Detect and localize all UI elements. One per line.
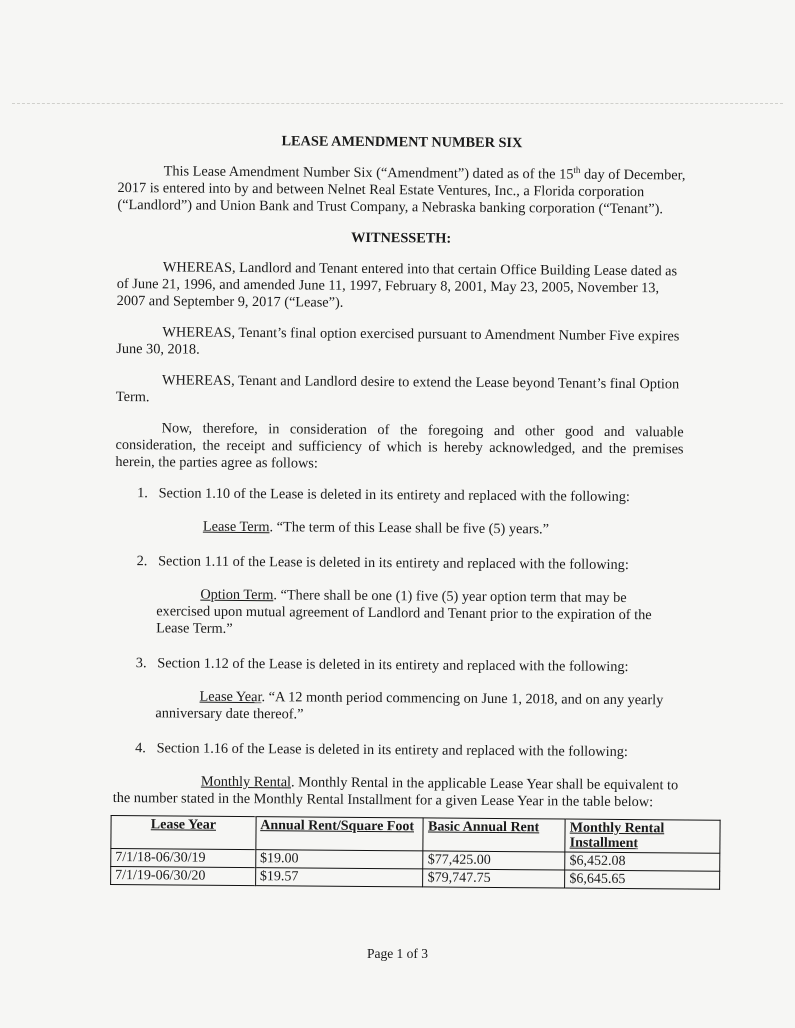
item-4-replacement bbox=[113, 773, 681, 811]
whereas-paragraph-3: WHEREAS, Tenant and Landlord desire to extend the Lease beyond Tenant’s final Option Term. bbox=[115, 372, 680, 406]
item-text: Section 1.12 of the Lease is deleted in its entirety and replaced with the following: bbox=[157, 655, 629, 676]
item-number: 4. bbox=[135, 740, 146, 757]
intro-paragraph bbox=[117, 163, 685, 218]
cell-monthly-installment: $6,645.65 bbox=[565, 870, 720, 889]
amendment-item-1 bbox=[115, 485, 683, 539]
header-basic-annual-rent: Basic Annual Rent bbox=[423, 818, 565, 852]
cell-lease-year: 7/1/19-06/30/20 bbox=[111, 866, 256, 885]
item-text: Section 1.16 of the Lease is deleted in its entirety and replaced with the following: bbox=[156, 740, 628, 761]
replacement-text: . “The term of this Lease shall be five (5) years.” bbox=[269, 519, 550, 538]
document-title: LEASE AMENDMENT NUMBER SIX bbox=[281, 133, 523, 152]
header-lease-year: Lease Year bbox=[111, 815, 256, 849]
item-4-lead bbox=[113, 740, 681, 761]
replacement-text: . “A 12 month period commencing on June 1, 2018, and on any yearly anniversary date thereof.” bbox=[155, 689, 664, 723]
amendment-item-4 bbox=[113, 740, 682, 811]
item-3-replacement bbox=[155, 688, 681, 726]
cell-monthly-installment: $6,452.08 bbox=[565, 852, 720, 871]
item-text: Section 1.11 of the Lease is deleted in its entirety and replaced with the following: bbox=[158, 553, 629, 574]
intro-text-1: This Lease Amendment Number Six (“Amendment”) dated as of the 15 bbox=[163, 163, 574, 183]
item-2-lead bbox=[115, 553, 683, 574]
defined-term: Lease Year bbox=[199, 688, 262, 706]
whereas-paragraph-2: WHEREAS, Tenant’s final option exercised pursuant to Amendment Number Five expires June 30, 2018. bbox=[116, 324, 680, 358]
cell-rent-sqft: $19.00 bbox=[255, 850, 423, 869]
cell-annual-rent: $77,425.00 bbox=[423, 851, 565, 870]
item-1-lead bbox=[115, 485, 683, 506]
table-header-row bbox=[111, 815, 720, 853]
defined-term: Option Term bbox=[200, 586, 274, 604]
item-text: Section 1.10 of the Lease is deleted in its entirety and replaced with the following: bbox=[158, 485, 630, 506]
header-monthly-installment: Monthly Rental Installment bbox=[565, 819, 720, 853]
amendment-item-2 bbox=[114, 553, 683, 641]
document-body bbox=[112, 132, 686, 889]
cell-rent-sqft: $19.57 bbox=[255, 868, 423, 887]
item-number: 1. bbox=[137, 485, 148, 502]
table-row bbox=[111, 866, 720, 889]
item-1-replacement bbox=[203, 519, 683, 540]
now-therefore-paragraph: Now, therefore, in consideration of the foregoing and other good and valuable consideration, the receipt and sufficiency of which is hereby acknowledged, and the premises herein, the parties agree as follows: bbox=[115, 420, 684, 472]
replacement-text: . “There shall be one (1) five (5) year option term that may be exercised upon mutual agreement of Landlord and Tenant prior to the expiration of the Lease Term.” bbox=[156, 587, 652, 637]
intro-text-2: day of December, 2017 is entered into by and between Nelnet Real Estate Ventures, Inc., a Florida corporation (“Landlord”) and Union Bank and Trust Company, a Nebraska banking corporation (“Tenant”). bbox=[117, 166, 686, 218]
header-annual-rent-sqft: Annual Rent/Square Foot bbox=[256, 817, 424, 851]
defined-term: Monthly Rental bbox=[200, 773, 292, 791]
witnesseth-heading: WITNESSETH: bbox=[351, 229, 452, 247]
whereas-paragraph-1: WHEREAS, Landlord and Tenant entered into that certain Office Building Lease dated as of June 21, 1996, and amended June 11, 1997, February 8, 2001, May 23, 2005, November 13, 2007 and September 9, 2017 (“Lease”). bbox=[116, 259, 678, 311]
item-number: 3. bbox=[135, 655, 147, 672]
rent-schedule-table bbox=[110, 815, 721, 890]
replacement-text: . Monthly Rental in the applicable Lease Year shall be equivalent to the number stated in the Monthly Rental Installment for a given Lease Year in the table below: bbox=[112, 774, 679, 811]
item-2-replacement bbox=[156, 586, 682, 641]
intro-superscript: th bbox=[573, 164, 581, 175]
scan-edge-line bbox=[12, 103, 783, 104]
cell-lease-year: 7/1/18-06/30/19 bbox=[111, 848, 256, 867]
defined-term: Lease Term bbox=[202, 518, 270, 536]
item-3-lead bbox=[114, 655, 682, 676]
page-number-footer: Page 1 of 3 bbox=[366, 946, 429, 961]
cell-annual-rent: $79,747.75 bbox=[423, 869, 565, 888]
item-number: 2. bbox=[136, 553, 148, 570]
amendment-item-3 bbox=[113, 655, 682, 726]
